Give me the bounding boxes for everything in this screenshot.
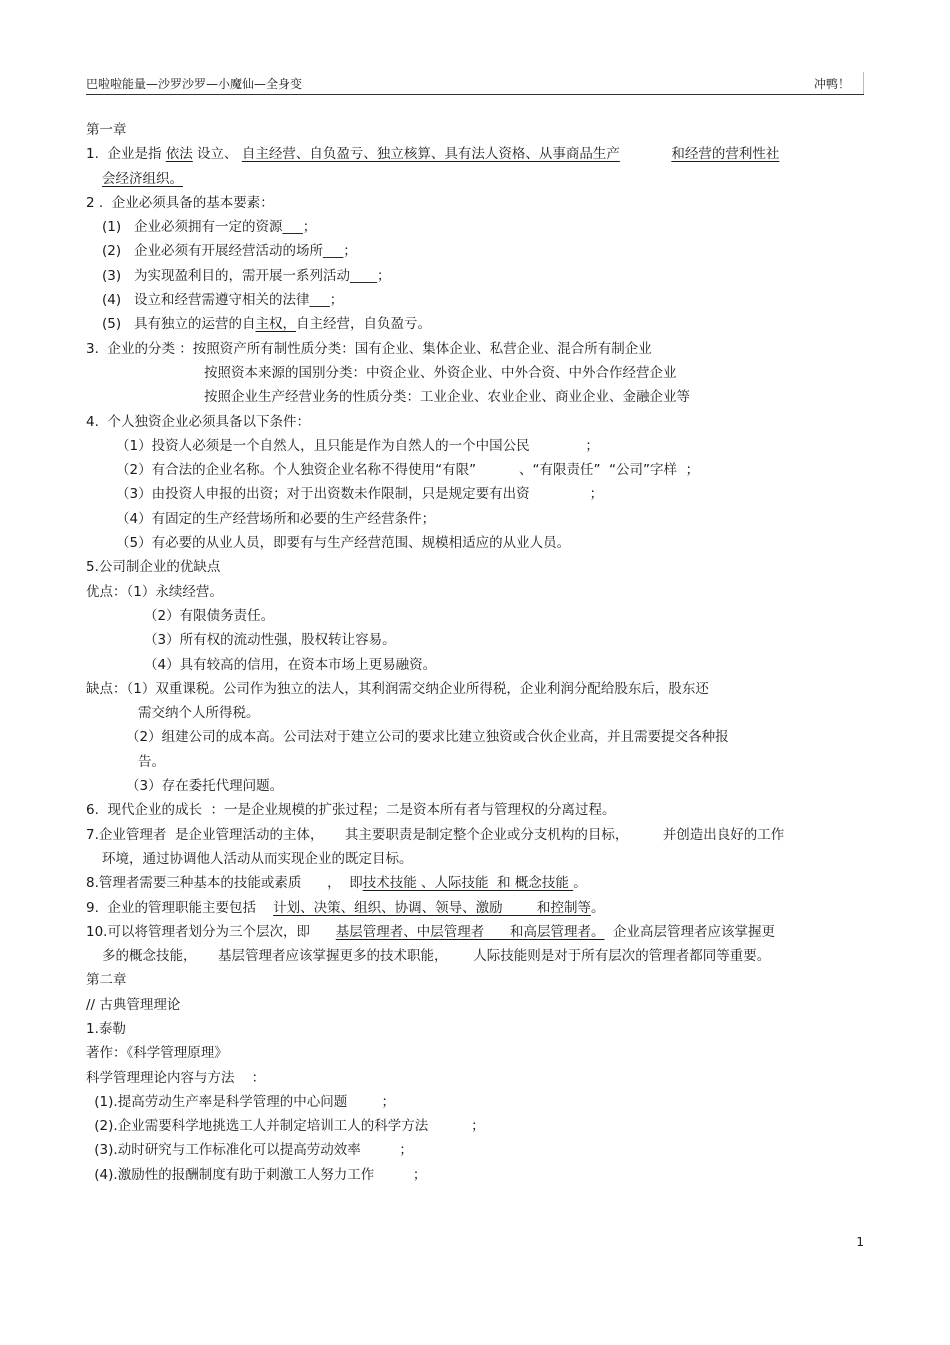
- line-text: (4).激励性的报酬制度有助于刺激工人努力工作 ；: [90, 1166, 427, 1183]
- line-text: (5) 具有独立的运营的自: [102, 316, 256, 333]
- text-line: [86, 312, 876, 336]
- line-text: 。: [590, 899, 605, 916]
- line-text: (2).企业需要科学地挑选工人并制定培训工人的科学方法 ；: [90, 1118, 485, 1135]
- line-text: 。: [573, 875, 587, 892]
- text-line: [86, 604, 876, 628]
- line-text: // 古典管理理论: [86, 996, 181, 1013]
- text-line: [86, 993, 876, 1017]
- header-left-text: 巴啦啦能量—沙罗沙罗—小魔仙—全身变: [86, 77, 303, 91]
- line-text: ；: [377, 267, 391, 284]
- line-text: 企业高层管理者应该掌握更: [604, 923, 776, 940]
- line-text: （4）具有较高的信用，在资本市场上更易融资。: [144, 656, 437, 673]
- header-divider: [863, 72, 864, 94]
- text-line: [86, 264, 876, 288]
- line-text: 3. 企业的分类 ：按照资产所有制性质分类：国有企业、集体企业、私营企业、混合所有制企业: [86, 340, 652, 357]
- text-line: [86, 118, 876, 142]
- text-line: [86, 871, 876, 895]
- text-line: [86, 555, 876, 579]
- text-line: [86, 531, 876, 555]
- text-line: [86, 1163, 876, 1187]
- underlined-text: 自主经营、自负盈亏、独立核算、具有法人资格、从事商品生产: [241, 146, 620, 163]
- text-line: [86, 920, 876, 944]
- line-text: 著作：《科学管理原理》: [86, 1045, 228, 1062]
- text-line: [86, 458, 876, 482]
- underlined-text: 计划、决策、组织、协调、领导、激励 和控制等: [273, 899, 591, 916]
- text-line: [86, 968, 876, 992]
- header-right-text: 冲鸭！: [813, 77, 850, 91]
- line-text: 6. 现代企业的成长 ：一是企业规模的扩张过程；二是资本所有者与管理权的分离过程。: [86, 802, 616, 819]
- page-number: 1: [856, 1235, 864, 1249]
- text-line: [86, 1017, 876, 1041]
- line-text: 告。: [138, 753, 165, 770]
- text-line: [86, 191, 876, 215]
- line-text: 1.泰勒: [86, 1020, 126, 1037]
- text-line: [86, 482, 876, 506]
- line-text: (1) 企业必须拥有一定的资源: [102, 219, 283, 236]
- line-text: 9. 企业的管理职能主要包括: [86, 899, 274, 916]
- line-text: 第一章: [86, 122, 127, 138]
- line-text: 多的概念技能， 基层管理者应该掌握更多的技术职能， 人际技能则是对于所有层次的管理者都同等重要。: [102, 948, 771, 965]
- text-line: [86, 1114, 876, 1138]
- line-text: ___: [282, 219, 303, 236]
- text-line: [86, 167, 876, 191]
- line-text: ___: [309, 292, 330, 309]
- line-text: 5.公司制企业的优缺点: [86, 559, 221, 576]
- text-line: [86, 361, 876, 385]
- line-text: ___: [323, 243, 344, 260]
- text-line: [86, 410, 876, 434]
- line-text: ；: [302, 219, 317, 236]
- text-line: [86, 653, 876, 677]
- text-line: [86, 798, 876, 822]
- line-text: ____: [350, 267, 377, 284]
- text-line: [86, 288, 876, 312]
- line-text: 按照企业生产经营业务的性质分类：工业企业、农业企业、商业企业、金融企业等: [204, 389, 690, 406]
- line-text: 10.可以将管理者划分为三个层次，即: [86, 923, 336, 940]
- line-text: 第二章: [86, 972, 127, 989]
- page-header: [86, 72, 864, 95]
- line-text: （5）有必要的从业人员，即要有与生产经营范围、规模相适应的从业人员。: [116, 535, 571, 552]
- text-line: [86, 434, 876, 458]
- line-text: 4. 个人独资企业必须具备以下条件：: [86, 413, 310, 430]
- text-line: [86, 385, 876, 409]
- line-text: 8.管理者需要三种基本的技能或素质 ， 即: [86, 875, 363, 892]
- line-text: 按照资本来源的国别分类：中资企业、外资企业、中外合资、中外合作经营企业: [204, 364, 677, 381]
- line-text: （3）存在委托代理问题。: [126, 778, 284, 795]
- text-line: [86, 337, 876, 361]
- line-text: （2）有合法的企业名称。个人独资企业名称不得使用“有限” 、“有限责任” “公司”字样 ；: [116, 462, 700, 479]
- line-text: (1).提高劳动生产率是科学管理的中心问题 ；: [90, 1093, 396, 1110]
- line-text: 需交纳个人所得税。: [138, 705, 260, 722]
- line-text: 优点：（1）永续经营。: [86, 583, 223, 600]
- underlined-text: 基层管理者、中层管理者 和高层管理者。: [335, 923, 605, 940]
- text-line: [86, 142, 876, 166]
- text-line: [86, 1138, 876, 1162]
- underlined-text: 和经营的营利性社: [671, 146, 780, 163]
- line-text: （2）有限债务责任。: [144, 607, 275, 624]
- line-text: 7.企业管理者 是企业管理活动的主体， 其主要职责是制定整个企业或分支机构的目标， 并创造出良好的工作: [86, 826, 785, 843]
- line-text: (3) 为实现盈利目的，需开展一系列活动: [102, 267, 350, 284]
- text-line: [86, 750, 876, 774]
- text-line: [86, 628, 876, 652]
- line-text: （4）有固定的生产经营场所和必要的生产经营条件；: [116, 510, 436, 527]
- text-line: [86, 1041, 876, 1065]
- text-line: [86, 944, 876, 968]
- line-text: (3).动时研究与工作标准化可以提高劳动效率 ；: [90, 1142, 413, 1159]
- text-line: [86, 215, 876, 239]
- line-text: ；: [343, 243, 357, 260]
- underlined-text: 主权，: [255, 316, 296, 333]
- text-line: [86, 507, 876, 531]
- underlined-text: 技术技能 、人际技能 和 概念技能: [362, 875, 574, 892]
- text-line: [86, 701, 876, 725]
- line-text: 缺点：（1）双重课税。公司作为独立的法人，其利润需交纳企业所得税，企业利润分配给股东后，股东还: [86, 680, 709, 697]
- line-text: [620, 146, 672, 162]
- line-text: （1）投资人必须是一个自然人，且只能是作为自然人的一个中国公民 ；: [116, 437, 599, 454]
- line-text: (4) 设立和经营需遵守相关的法律: [102, 292, 310, 309]
- text-line: [86, 677, 876, 701]
- text-line: [86, 823, 876, 847]
- line-text: 1. 企业是指: [86, 146, 166, 163]
- text-line: [86, 239, 876, 263]
- line-text: （2）组建公司的成本高。公司法对于建立公司的要求比建立独资或合伙企业高，并且需要提交各种报: [126, 729, 729, 746]
- text-line: [86, 580, 876, 604]
- line-text: （3）所有权的流动性强，股权转让容易。: [144, 632, 396, 649]
- line-text: 科学管理理论内容与方法 ：: [86, 1069, 266, 1086]
- underlined-text: 会经济组织。: [102, 170, 183, 187]
- line-text: 环境，通过协调他人活动从而实现企业的既定目标。: [102, 850, 413, 867]
- line-text: 2 . 企业必须具备的基本要素：: [86, 194, 274, 211]
- line-text: (2) 企业必须有开展经营活动的场所: [102, 243, 323, 260]
- text-line: [86, 1066, 876, 1090]
- line-text: ；: [329, 292, 344, 309]
- text-line: [86, 725, 876, 749]
- document-body: [86, 118, 876, 1187]
- text-line: [86, 774, 876, 798]
- text-line: [86, 1090, 876, 1114]
- line-text: 自主经营，自负盈亏。: [296, 316, 431, 333]
- line-text: （3）由投资人申报的出资；对于出资数未作限制，只是规定要有出资 ；: [116, 486, 604, 503]
- underlined-text: 依法: [165, 146, 193, 163]
- text-line: [86, 896, 876, 920]
- text-line: [86, 847, 876, 871]
- line-text: 设立、: [192, 146, 242, 163]
